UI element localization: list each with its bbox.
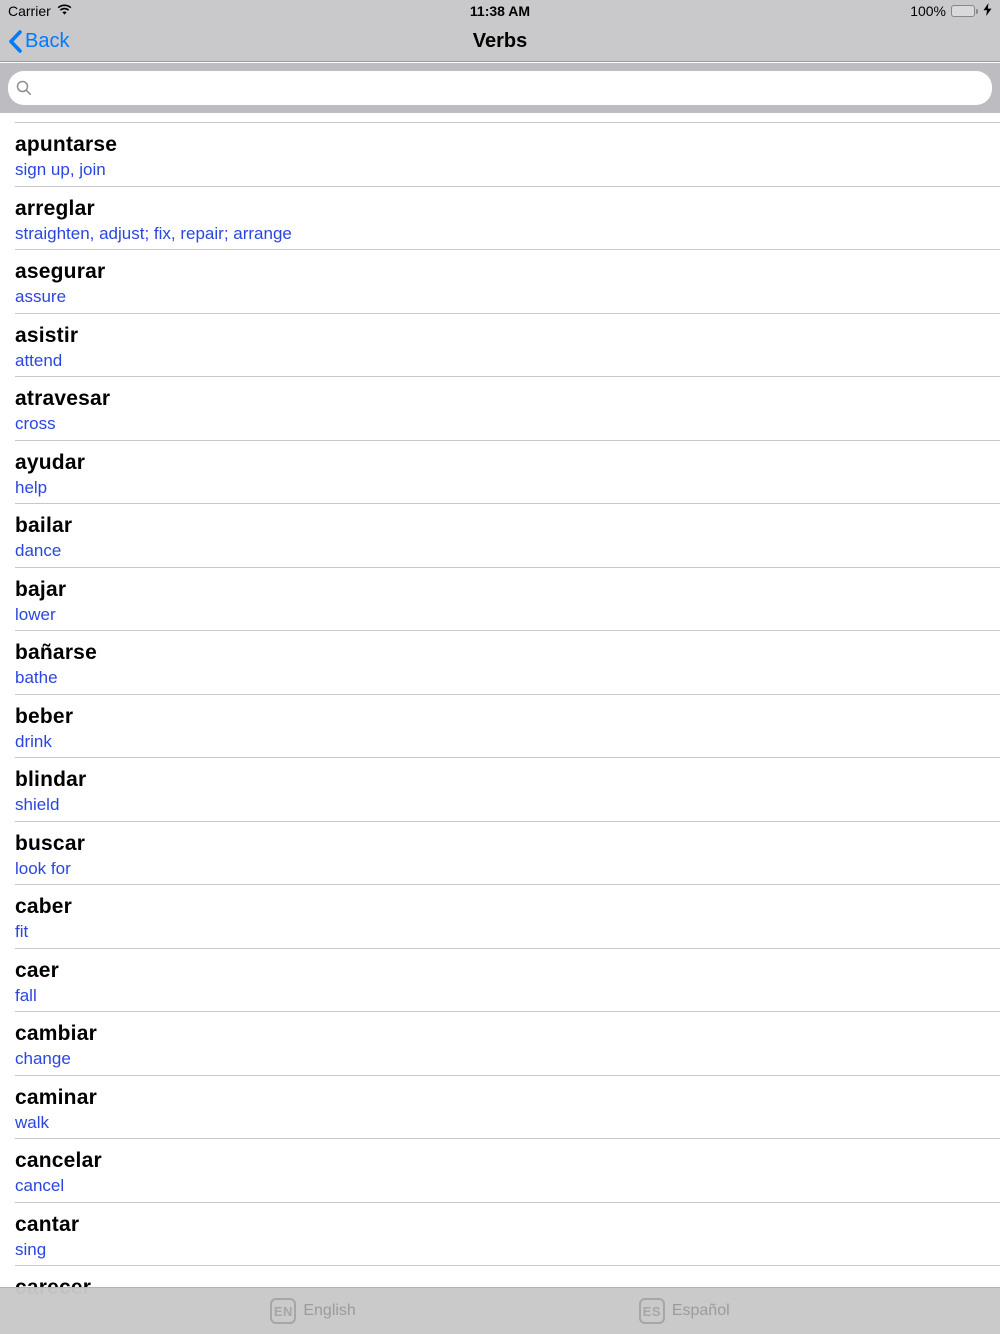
verb-name: cambiar (15, 1022, 97, 1045)
battery-percent: 100% (910, 3, 946, 19)
verb-row[interactable] (15, 758, 1000, 822)
verb-name: arreglar (15, 196, 95, 220)
verb-row[interactable] (15, 1012, 1000, 1076)
language-button-spanish[interactable] (639, 1298, 730, 1324)
verb-translation: fall (15, 985, 37, 1005)
verb-row[interactable] (15, 441, 1000, 505)
en-badge-icon: EN (270, 1298, 296, 1324)
verb-name: cantar (15, 1212, 80, 1236)
verb-row[interactable] (15, 885, 1000, 949)
verb-row[interactable] (15, 631, 1000, 695)
charging-bolt-icon (983, 3, 992, 19)
bottom-language-bar (0, 1287, 1000, 1334)
verb-name: ayudar (15, 450, 86, 474)
verb-row[interactable] (15, 1139, 1000, 1203)
verb-translation: fit (15, 922, 29, 941)
status-right (910, 3, 992, 19)
search-area (0, 63, 1000, 113)
search-field[interactable] (8, 71, 992, 105)
verb-row[interactable] (15, 123, 1000, 187)
verb-translation: change (15, 1049, 71, 1068)
verb-name: bailar (15, 514, 73, 537)
verb-name: asistir (15, 323, 79, 347)
verb-row[interactable] (15, 949, 1000, 1013)
verb-translation: straighten, adjust; fix, repair; arrange (15, 223, 292, 243)
verb-translation: bathe (15, 668, 58, 687)
clock: 11:38 AM (469, 3, 531, 19)
verb-translation: lower (15, 604, 56, 624)
verb-name: buscar (15, 831, 86, 855)
verb-name: bajar (15, 577, 67, 601)
verb-row[interactable] (15, 250, 1000, 314)
verb-list (0, 113, 1000, 1334)
english-label: English (303, 1302, 356, 1319)
spanish-label: Español (671, 1302, 730, 1319)
verb-translation: attend (15, 350, 63, 370)
back-chevron-icon (8, 30, 22, 53)
verb-row[interactable] (15, 568, 1000, 632)
verb-row[interactable] (15, 377, 1000, 441)
wifi-icon (56, 3, 73, 19)
verb-row[interactable] (15, 504, 1000, 568)
verb-name: caber (15, 895, 73, 918)
verb-translation: dance (15, 541, 62, 560)
verb-translation: help (15, 477, 48, 497)
back-label: Back (25, 30, 70, 52)
verb-translation: sing (15, 1239, 47, 1259)
verb-name: caminar (15, 1085, 97, 1109)
verb-row[interactable] (15, 314, 1000, 378)
verb-name: cancelar (15, 1149, 102, 1172)
verb-name: blindar (15, 768, 87, 791)
status-left (8, 3, 73, 19)
battery-icon (951, 5, 978, 17)
verb-translation: assure (15, 287, 67, 306)
search-input[interactable] (32, 71, 992, 105)
verb-name: beber (15, 704, 74, 728)
verb-row[interactable] (15, 1203, 1000, 1267)
verb-translation: drink (15, 731, 52, 751)
verb-name: atravesar (15, 387, 111, 410)
verb-translation: cross (15, 414, 56, 433)
page-title: Verbs (472, 30, 528, 52)
carrier-label: Carrier (8, 3, 51, 19)
verb-translation: shield (15, 795, 60, 814)
verb-row[interactable] (15, 822, 1000, 886)
verb-name: asegurar (15, 260, 106, 283)
status-bar (0, 0, 1000, 22)
verb-row[interactable] (15, 187, 1000, 251)
verb-translation: sign up, join (15, 160, 106, 179)
verb-name: caer (15, 958, 60, 982)
nav-bar (0, 22, 1000, 62)
search-icon (16, 80, 32, 96)
verb-translation: cancel (15, 1176, 65, 1195)
language-button-english[interactable] (270, 1298, 355, 1324)
verb-row[interactable] (15, 1076, 1000, 1140)
verb-translation: look for (15, 858, 71, 878)
es-badge-icon: ES (639, 1298, 665, 1324)
verb-row[interactable] (15, 695, 1000, 759)
verb-name: apuntarse (15, 133, 118, 156)
back-button[interactable] (0, 30, 69, 53)
verb-translation: walk (15, 1112, 50, 1132)
verb-name: bañarse (15, 641, 97, 664)
